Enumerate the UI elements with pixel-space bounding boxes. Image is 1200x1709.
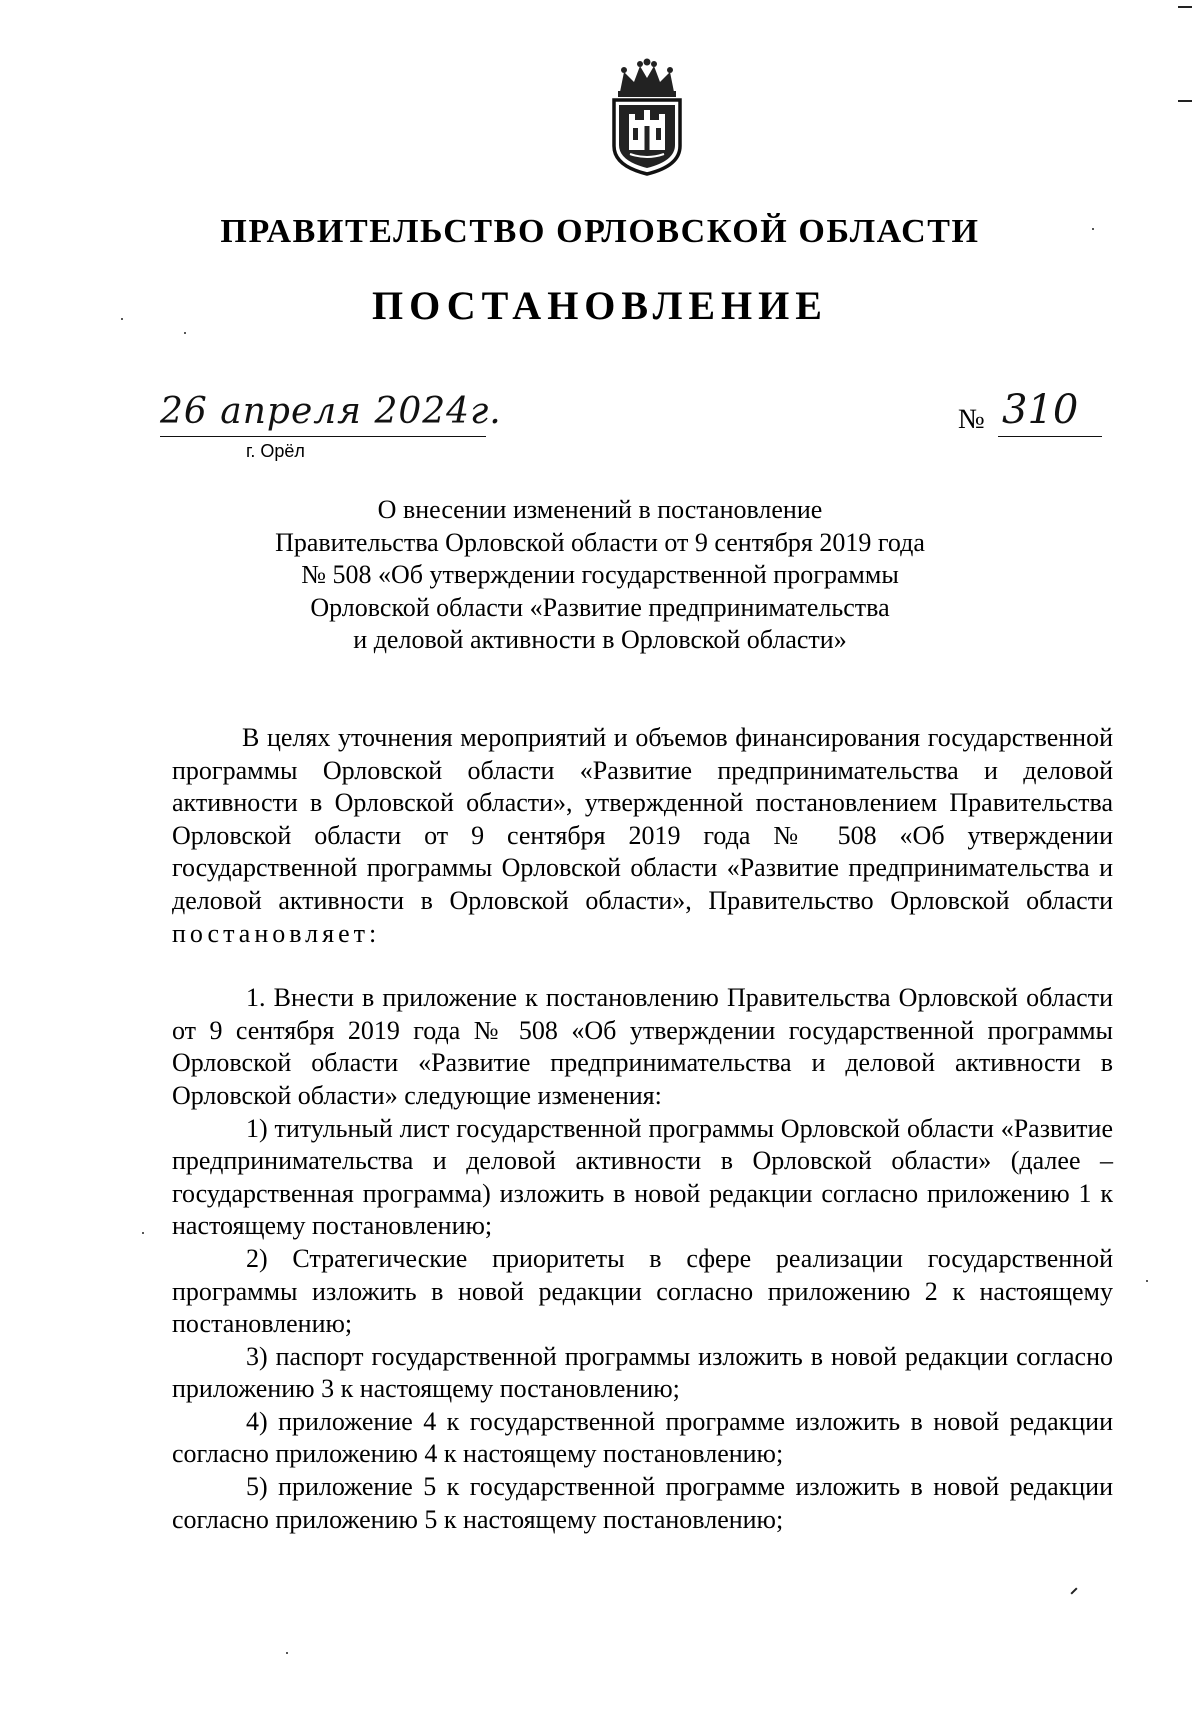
document-type: ПОСТАНОВЛЕНИЕ [372,283,828,328]
number-label: № [958,404,985,435]
preamble-paragraph [172,722,1113,950]
subject-line: № 508 «Об утверждении государственной программы [301,560,899,590]
subject-line: Правительства Орловской области от 9 сентября 2019 года [275,527,925,557]
scan-speck [142,1232,144,1234]
preamble-text: В целях уточнения мероприятий и объемов финансирования государственной программы Орловской области «Развитие предпринимательства и деловой активности в Орловской области», утвержденной постановлением Правительства Орловской области от 9 сентября 2019 года № 508 «Об утверждении государственной программы Орловской области «Развитие предпринимательства и деловой активности в Орловской области», Правительство Орловской [172,723,1113,915]
subject-line: О внесении изменений в постановление [377,495,823,524]
document-body [172,722,1113,1536]
scan-speck [286,1652,288,1654]
subitem-4: 4) приложение 4 к государственной программе изложить в новой редакции согласно приложению 4 к настоящему постановлению; [172,1406,1113,1469]
scan-speck [1092,228,1094,230]
handwritten-number: 310 [1002,387,1079,433]
scan-speck [121,318,123,320]
scan-speck [184,332,186,334]
subject-line: и деловой активности в Орловской области» [353,625,847,655]
subitem-2: 2) Стратегические приоритеты в сфере реализации государственной программы изложить в новой редакции согласно приложению 2 к настоящему постановлению; [172,1243,1113,1339]
handwritten-date: 26 апреля 2024г. [160,391,502,432]
scan-speck [1070,1587,1077,1594]
coat-of-arms-icon [600,58,694,178]
government-title: ПРАВИТЕЛЬСТВО ОРЛОВСКОЙ ОБЛАСТИ [220,213,980,250]
subitem-5: 5) приложение 5 к государственной программе изложить в новой редакции согласно приложению 5 к настоящему постановлению; [172,1472,1113,1534]
preamble-end: области [1026,885,1113,915]
scan-speck [1146,1280,1148,1282]
scan-speck [1178,6,1192,8]
document-subject [230,494,970,657]
subject-line: Орловской области «Развитие предпринимательства [310,592,890,622]
subitem-1: 1) титульный лист государственной программы Орловской области «Развитие предпринимательства и деловой активности в Орловской области» (далее – государственная программа) изложить в новой редакции согласно приложению 1 к настоящему постановлению; [172,1113,1113,1241]
item-1-paragraph: 1. Внести в приложение к постановлению Правительства Орловской области от 9 сентября 2019 года № 508 «Об утверждении государственной программы Орловской области «Развитие предпринимательства и деловой активности в Орловской области» следующие изменения: [172,983,1113,1110]
date-underline [160,436,486,437]
scan-speck [1178,100,1192,102]
number-underline [998,436,1102,437]
city-label: г. Орёл [246,441,305,461]
decree-word: постановляет: [172,918,381,948]
subitem-3: 3) паспорт государственной программы изложить в новой редакции согласно приложению 3 к настоящему постановлению; [172,1341,1113,1404]
